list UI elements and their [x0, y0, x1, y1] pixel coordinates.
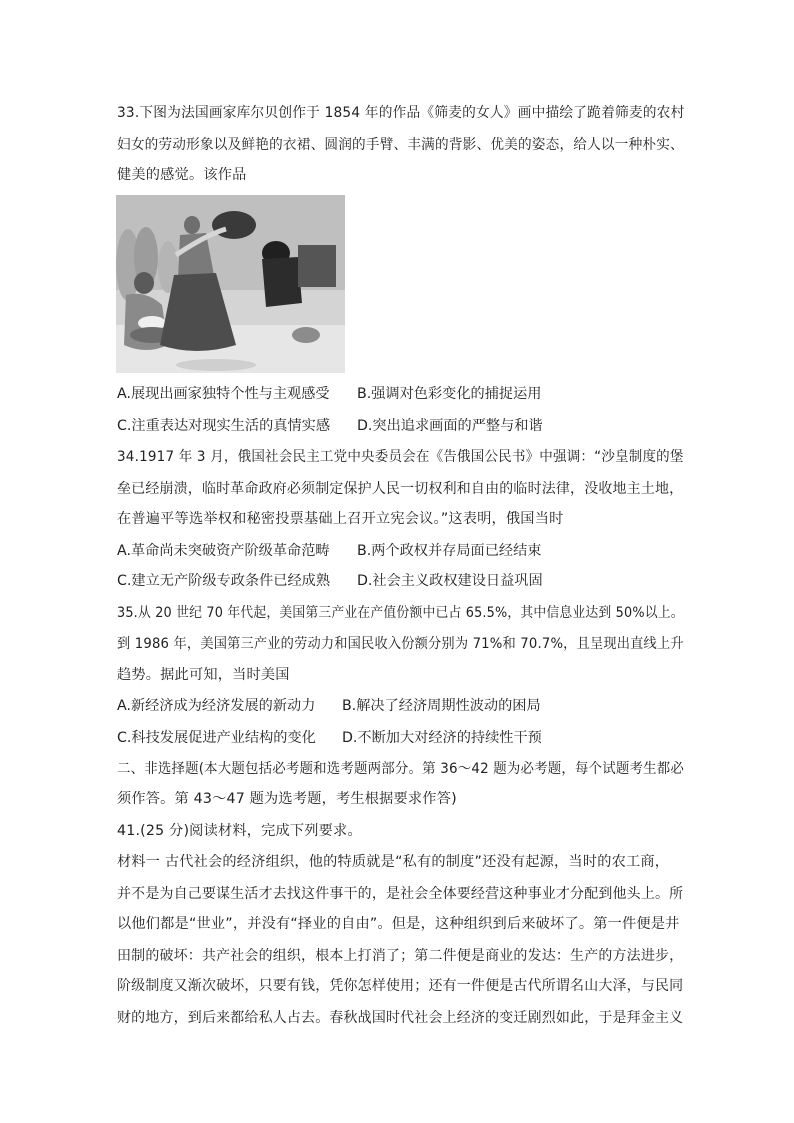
painting-illustration: [116, 195, 345, 373]
q35-option-a: A.新经济成为经济发展的新动力: [117, 698, 316, 714]
q34-line-2: 垒已经崩溃，临时革命政府必须制定保护人民一切权利和自由的临时法律，没收地主土地，: [117, 481, 684, 497]
q33-line-2: 妇女的劳动形象以及鲜艳的衣裙、圆润的手臂、丰满的背影、优美的姿态，给人以一种朴实、: [117, 137, 684, 153]
q41-material-line-3: 以他们都是“世业”，并没有“择业的自由”。但是，这种组织到后来破坏了。第一件便是井: [117, 916, 680, 932]
q33-option-c: C.注重表达对现实生活的真情实感: [117, 418, 331, 434]
q41-title: 41.(25 分)阅读材料，完成下列要求。: [117, 823, 362, 839]
q35-line-3: 趋势。据此可知，当时美国: [117, 667, 290, 683]
q34-line-1: 34.1917 年 3 月，俄国社会民主工党中央委员会在《告俄国公民书》中强调：“沙皇制度的堡: [117, 449, 684, 465]
q33-line-1: 33.下图为法国画家库尔贝创作于 1854 年的作品《筛麦的女人》画中描绘了跪着筛麦的农村: [117, 105, 685, 121]
q34-option-b: B.两个政权并存局面已经结束: [357, 543, 542, 559]
q41-material-line-6: 财的地方，到后来都给私人占去。春秋战国时代社会上经济的变迁剧烈如此，于是拜金主义: [117, 1010, 684, 1026]
q33-option-a: A.展现出画家独特个性与主观感受: [117, 386, 330, 402]
q35-option-c: C.科技发展促进产业结构的变化: [117, 730, 316, 746]
q35-option-d: D.不断加大对经济的持续性干预: [342, 730, 542, 746]
section-2-heading-line-1: 二、非选择题(本大题包括必考题和选考题两部分。第 36～42 题为必考题，每个试题考生都必: [117, 761, 685, 777]
q34-option-a: A.革命尚未突破资产阶级革命范畴: [117, 543, 330, 559]
q35-line-2: 到 1986 年，美国第三产业的劳动力和国民收入份额分别为 71%和 70.7%，且呈现出直线上升: [117, 636, 684, 652]
q41-material-line-1: 材料一 古代社会的经济组织，他的特质就是“私有的制度”还没有起源，当时的农工商，: [117, 854, 670, 870]
q33-line-3: 健美的感觉。该作品: [117, 167, 247, 183]
q34-option-d: D.社会主义政权建设日益巩固: [357, 573, 543, 589]
q34-line-3: 在普遍平等选举权和秘密投票基础上召开立宪会议。”这表明，俄国当时: [117, 511, 564, 527]
q33-option-d: D.突出追求画面的严整与和谐: [357, 418, 543, 434]
section-2-heading-line-2: 须作答。第 43～47 题为选考题，考生根据要求作答): [117, 791, 457, 807]
q35-option-b: B.解决了经济周期性波动的困局: [342, 698, 541, 714]
painting-image: [116, 195, 345, 373]
q33-option-b: B.强调对色彩变化的捕捉运用: [357, 386, 542, 402]
q41-material-line-4: 田制的破坏：共产社会的组织，根本上打消了；第二件便是商业的发达：生产的方法进步，: [117, 948, 684, 964]
q34-option-c: C.建立无产阶级专政条件已经成熟: [117, 573, 331, 589]
q35-line-1: 35.从 20 世纪 70 年代起，美国第三产业在产值份额中已占 65.5%，其中信息业达到 50%以上。: [117, 605, 684, 621]
q41-material-line-5: 阶级制度又渐次破坏，只要有钱，凭你怎样使用；还有一件便是古代所谓名山大泽，与民同: [117, 978, 684, 994]
q41-material-line-2: 并不是为自己要谋生活才去找这件事干的，是社会全体要经营这种事业才分配到他头上。所: [117, 886, 684, 902]
